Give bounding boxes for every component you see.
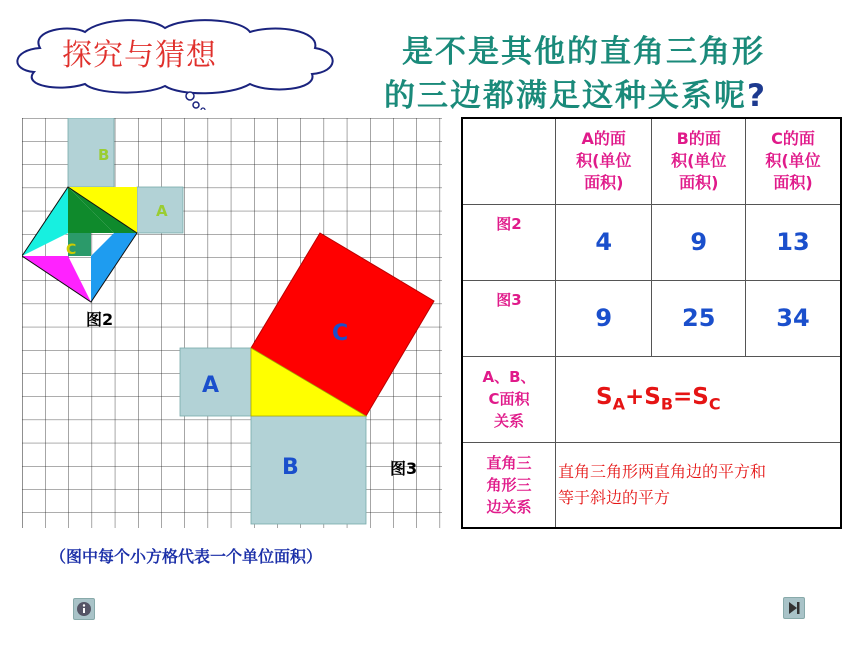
header-a-line: 积(单位 — [576, 151, 632, 171]
header-area-b — [652, 118, 745, 204]
grid-caption: （图中每个小方格代表一个单位面积） — [50, 547, 323, 566]
fig3-square-b — [251, 416, 366, 524]
fig2-label-b: B — [98, 146, 110, 164]
header-area-a — [555, 118, 652, 204]
header-a-line: 面积) — [584, 173, 624, 193]
cell-fig3-a: 9 — [555, 280, 652, 356]
formula-s: S — [692, 384, 709, 411]
area-table — [461, 117, 842, 529]
relation-label-line: C面积 — [488, 390, 530, 408]
formula-s: S — [644, 384, 661, 411]
table-row — [462, 280, 841, 356]
relation-row — [462, 356, 841, 442]
header-c-line: 积(单位 — [765, 151, 821, 171]
relation-label-line: 关系 — [493, 412, 524, 430]
fig3-label-b: B — [282, 455, 299, 480]
relation-label-line: A、B、 — [482, 368, 536, 386]
fig3-label-a: A — [202, 373, 220, 398]
side-relation-label — [462, 442, 555, 528]
next-slide-button[interactable] — [783, 597, 805, 619]
formula-s: S — [595, 384, 613, 411]
question-line-2-text: 的三边都满足这种关系呢 — [384, 78, 747, 114]
conclusion-line: 等于斜边的平方 — [557, 487, 670, 507]
side-label-line: 角形三 — [486, 475, 532, 494]
side-label-line: 边关系 — [486, 497, 532, 516]
grid-figure — [22, 118, 442, 528]
formula-sub: B — [660, 394, 674, 414]
formula-sub: A — [612, 394, 625, 414]
conclusion-line: 直角三角形两直角边的平方和 — [557, 461, 766, 481]
cell-fig2-c: 13 — [745, 204, 841, 280]
table-header-row — [462, 118, 841, 204]
header-area-c — [745, 118, 841, 204]
conclusion-row — [462, 442, 841, 528]
question-line-1: 是不是其他的直角三角形 — [402, 34, 765, 70]
row-label-fig2: 图2 — [462, 204, 555, 280]
cell-fig2-b: 9 — [652, 204, 745, 280]
conclusion-cell — [555, 442, 841, 528]
relation-formula — [555, 356, 841, 442]
cell-fig3-b: 25 — [652, 280, 745, 356]
question-mark: ? — [747, 78, 767, 114]
formula-plus: + — [624, 384, 645, 411]
question-line-2 — [384, 70, 767, 115]
next-end-icon — [786, 600, 802, 616]
header-b-line: B的面 — [676, 129, 721, 149]
cloud-title: 探究与猜想 — [62, 38, 217, 73]
table-row — [462, 204, 841, 280]
cell-fig2-a: 4 — [555, 204, 652, 280]
fig3-label-c: C — [332, 321, 349, 346]
cell-fig3-c: 34 — [745, 280, 841, 356]
row-label-fig3: 图3 — [462, 280, 555, 356]
header-b-line: 积(单位 — [671, 151, 727, 171]
info-icon — [76, 601, 92, 617]
relation-label — [462, 356, 555, 442]
formula-eq: = — [673, 384, 693, 411]
fig3-label: 图3 — [390, 459, 418, 478]
table-corner-cell — [462, 118, 555, 204]
side-label-line: 直角三 — [486, 453, 532, 472]
fig2-label-a: A — [156, 202, 168, 220]
header-c-line: C的面 — [771, 129, 815, 149]
header-c-line: 面积) — [773, 173, 813, 193]
header-b-line: 面积) — [679, 173, 719, 193]
fig2-label: 图2 — [86, 310, 114, 329]
fig2-label-c: C — [66, 242, 77, 258]
info-button[interactable] — [73, 598, 95, 620]
header-a-line: A的面 — [581, 129, 626, 149]
formula-sub: C — [708, 394, 721, 414]
